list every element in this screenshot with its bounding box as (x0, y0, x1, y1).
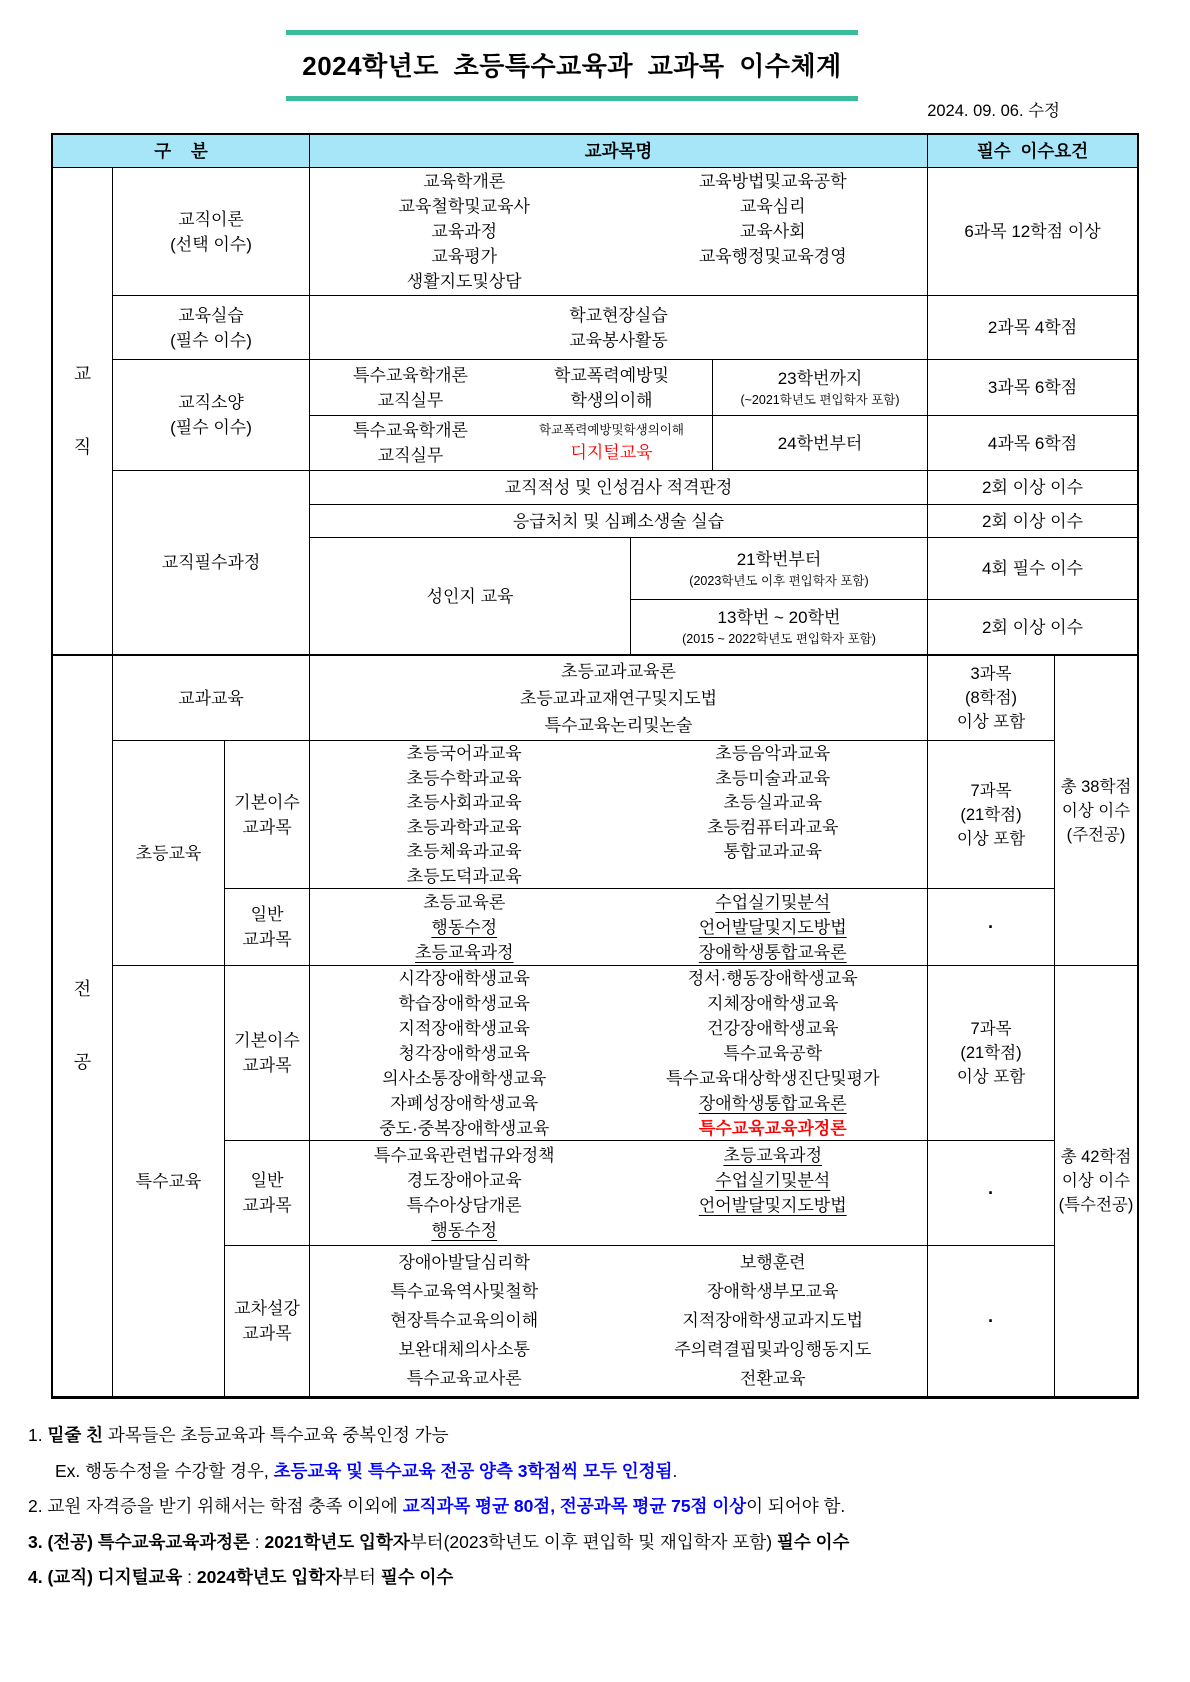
table-header-row (53, 135, 1137, 168)
soyang-label-sub: (필수 이수) (170, 418, 252, 437)
note-4-sep: : (182, 1567, 197, 1587)
course-required-red: 특수교육교육과정론 (698, 1119, 847, 1138)
cohort-sub: (2015 ~ 2022학년도 편입학자 포함) (682, 632, 876, 646)
course: 정서·행동장애학생교육 (687, 969, 858, 988)
elementary-basic-label: 기본이수 교과목 (225, 741, 310, 889)
special-basic-right (619, 966, 928, 1140)
revision-date: 2024. 09. 06. 수정 (927, 102, 1060, 120)
special-cross-courses (310, 1246, 928, 1396)
soyang-label-main: 교직소양 (178, 393, 244, 412)
cpr-requirement: 2회 이상 이수 (928, 505, 1137, 538)
elementary-general-courses (310, 889, 928, 966)
cpr-course: 응급처치 및 심폐소생술 실습 (310, 505, 928, 538)
soyang-body (310, 360, 1137, 471)
note-3-sep: : (249, 1531, 265, 1552)
jeongong-section-label: 전 공 (53, 656, 113, 1396)
required-course-label: 교직필수과정 (113, 471, 310, 656)
cohort-main: 23학번까지 (777, 368, 863, 388)
note-1-number: 1. (28, 1425, 48, 1445)
document-title-block (286, 30, 858, 101)
row-aptitude (310, 471, 1137, 505)
required-course-body (310, 471, 1137, 656)
special-general-requirement: · (928, 1141, 1055, 1246)
note-2 (28, 1489, 1168, 1525)
elementary-general-requirement: · (928, 889, 1055, 966)
special-body (225, 966, 1055, 1396)
special-basic-label: 기본이수 교과목 (225, 966, 310, 1141)
note-3-bold-1: 3. (전공) 특수교육교육과정론 (28, 1531, 250, 1552)
course-underlined: 언어발달및지도방법 (698, 918, 847, 937)
note-2-suffix: 이 되어야 함. (746, 1496, 846, 1516)
gender-edu-course: 성인지 교육 (310, 538, 631, 656)
section-gyojik (53, 168, 1137, 656)
special-general-label: 일반 교과목 (225, 1141, 310, 1246)
section-jeongong (53, 656, 1137, 1396)
note-3-text: 부터(2023학년도 이후 편입학 및 재입학자 포함) (409, 1531, 777, 1552)
special-basic-left: 시각장애학생교육 학습장애학생교육 지적장애학생교육 청각장애학생교육 의사소통장애학생교육 자폐성장애학생교육 중도·중복장애학생교육 (379, 969, 550, 1138)
elementary-general-label: 일반 교과목 (225, 889, 310, 966)
elementary-label: 초등교육 (113, 741, 225, 966)
soyang-label (113, 360, 310, 471)
note-4-bold-3: 필수 이수 (380, 1567, 454, 1587)
aptitude-course: 교직적성 및 인성검사 적격판정 (310, 471, 928, 505)
course: 특수교육공학 (723, 1044, 823, 1063)
soyang-24-courses-left: 특수교육학개론 교직실무 (353, 421, 468, 465)
subject-edu-courses: 초등교과교육론 초등교과교재연구및지도법 특수교육논리및논술 (310, 656, 928, 741)
soyang-24-cohort: 24학번부터 (713, 416, 928, 471)
practicum-label (113, 296, 310, 360)
course: 초등교육론 (423, 893, 506, 912)
gender-row-13-20 (631, 600, 1137, 656)
elementary-general-left (310, 889, 619, 965)
practicum-requirement: 2과목 4학점 (928, 296, 1137, 360)
row-required-course (113, 471, 1137, 656)
gender-13-20-cohort (631, 600, 928, 656)
soyang-24-requirement: 4과목 6학점 (928, 416, 1137, 471)
course-underlined: 장애학생통합교육론 (698, 943, 847, 962)
special-basic-requirement: 7과목 (21학점) 이상 포함 (928, 966, 1055, 1141)
course: 특수교육대상학생진단및평가 (666, 1069, 880, 1088)
course-underlined: 장애학생통합교육론 (698, 1094, 847, 1113)
note-4-bold-1: 4. (교직) 디지털교육 (28, 1567, 183, 1587)
note-example-prefix: Ex. 행동수정을 수강할 경우, (55, 1460, 274, 1481)
note-4-text: 부터 (342, 1567, 381, 1587)
special-label: 특수교육 (113, 966, 225, 1396)
soyang-24-courses (310, 416, 713, 471)
elementary-basic-left: 초등국어과교육 초등수학과교육 초등사회과교육 초등과학과교육 초등체육과교육 초등도덕과교육 (406, 744, 522, 886)
course-underlined: 수업실기및분석 (715, 1171, 831, 1190)
row-elementary (113, 741, 1055, 966)
row-practicum (113, 296, 1137, 360)
cohort-main: 21학번부터 (736, 549, 822, 569)
course-underlined: 행동수정 (431, 918, 498, 937)
row-gender-edu (310, 538, 1137, 656)
elementary-general-right (619, 889, 928, 965)
curriculum-table (51, 133, 1139, 1399)
gender-13-20-requirement: 2회 이상 이수 (928, 600, 1137, 656)
subject-edu-label: 교과교육 (113, 656, 310, 741)
note-1 (28, 1418, 1168, 1454)
soyang-23-cohort (713, 360, 928, 416)
row-special-cross (225, 1246, 1055, 1396)
gyojik-section-label: 교 직 (53, 168, 113, 656)
elementary-basic-requirement: 7과목 (21학점) 이상 포함 (928, 741, 1055, 889)
note-example (28, 1454, 1168, 1490)
practicum-courses: 학교현장실습 교육봉사활동 (310, 296, 928, 360)
soyang-23-courses-left: 특수교육학개론 교직실무 (353, 365, 468, 410)
soyang-23-courses-right: 학교폭력예방및 학생의이해 (554, 365, 669, 410)
gyojik-body (113, 168, 1137, 656)
row-elementary-basic (225, 741, 1055, 889)
jeongong-main (113, 656, 1055, 1396)
course-underlined: 수업실기및분석 (715, 893, 831, 912)
theory-requirement: 6과목 12학점 이상 (928, 168, 1137, 296)
soyang-23-courses (310, 360, 713, 416)
row-special (113, 966, 1055, 1396)
course-underlined: 초등교육과정 (414, 943, 514, 962)
special-general-courses (310, 1141, 928, 1246)
cohort-sub: (~2021학년도 편입학자 포함) (740, 392, 900, 407)
row-special-basic (225, 966, 1055, 1141)
gender-row-21 (631, 538, 1137, 600)
cohort-sub: (2023학년도 이후 편입학자 포함) (689, 573, 869, 588)
special-cross-left: 장애아발달심리학 특수교육역사및철학 현장특수교육의이해 보완대체의사소통 특수교육교사론 (390, 1253, 539, 1388)
theory-courses-left: 교육학개론 교육철학및교육사 교육과정 교육평가 생활지도및상담 (398, 172, 530, 291)
course: 특수아상담개론 (406, 1196, 522, 1215)
aptitude-requirement: 2회 이상 이수 (928, 471, 1137, 505)
course: 지체장애학생교육 (707, 994, 839, 1013)
elementary-basic-courses (310, 741, 928, 889)
footnotes (28, 1418, 1168, 1596)
note-4 (28, 1560, 1168, 1596)
note-3-bold-3: 필수 이수 (776, 1531, 850, 1552)
course: 건강장애학생교육 (707, 1019, 839, 1038)
practicum-label-main: 교육실습 (178, 305, 244, 325)
practicum-label-sub: (필수 이수) (170, 330, 252, 350)
theory-label (113, 168, 310, 296)
theory-label-main: 교직이론 (178, 209, 244, 229)
jeongong-body (113, 656, 1137, 1396)
note-2-highlight: 교직과목 평균 80점, 전공과목 평균 75점 이상 (402, 1496, 747, 1516)
special-cross-label: 교차설강 교과목 (225, 1246, 310, 1396)
course-underlined: 언어발달및지도방법 (698, 1196, 847, 1215)
gender-edu-body (631, 538, 1137, 656)
row-cpr (310, 505, 1137, 538)
note-example-highlight: 초등교육 및 특수교육 전공 양측 3학점씩 모두 인정됨 (273, 1460, 673, 1481)
note-1-text: 과목들은 초등교육과 특수교육 중복인정 가능 (103, 1425, 449, 1445)
header-course-name: 교과목명 (310, 135, 928, 168)
row-subject-edu (113, 656, 1055, 741)
elementary-body (225, 741, 1055, 966)
theory-courses-right: 교육방법및교육공학 교육심리 교육사회 교육행정및교육경영 (698, 172, 847, 266)
special-basic-courses (310, 966, 928, 1141)
header-requirement: 필수 이수요건 (928, 135, 1137, 168)
gender-21-cohort (631, 538, 928, 600)
elementary-basic-right: 초등음악과교육 초등미술과교육 초등실과교육 초등컴퓨터과교육 통합교과교육 (707, 744, 839, 861)
row-elementary-general (225, 889, 1055, 966)
course: 경도장애아교육 (406, 1171, 522, 1190)
course: 특수교육관련법규와정책 (373, 1146, 555, 1165)
note-3-bold-2: 2021학년도 입학자 (264, 1531, 410, 1552)
special-cross-requirement: · (928, 1246, 1055, 1396)
row-theory (113, 168, 1137, 296)
elementary-total-credits: 총 38학점 이상 이수 (주전공) (1055, 656, 1137, 966)
special-total-credits: 총 42학점 이상 이수 (특수전공) (1058, 1148, 1134, 1214)
note-1-bold: 밑줄 친 (47, 1425, 104, 1445)
row-special-general (225, 1141, 1055, 1246)
subject-edu-requirement: 3과목 (8학점) 이상 포함 (928, 656, 1055, 741)
header-category: 구 분 (53, 135, 310, 168)
soyang-24-course-small: 학교폭력예방및학생의이해 (539, 423, 684, 437)
special-cross-right: 보행훈련 장애학생부모교육 지적장애학생교과지도법 주의력결핍및과잉행동지도 전환교육 (674, 1253, 872, 1388)
gender-21-requirement: 4회 필수 이수 (928, 538, 1137, 600)
theory-courses (310, 168, 928, 296)
special-general-right (619, 1141, 928, 1245)
course-underlined: 행동수정 (431, 1221, 498, 1240)
theory-label-sub: (선택 이수) (170, 234, 252, 254)
note-example-suffix: . (672, 1460, 678, 1481)
page-title: 2024학년도 초등특수교육과 교과목 이수체계 (302, 51, 842, 81)
soyang-23-requirement: 3과목 6학점 (928, 360, 1137, 416)
note-2-prefix: 2. 교원 자격증을 받기 위해서는 학점 충족 이외에 (28, 1496, 403, 1516)
soyang-row-24 (310, 416, 1137, 471)
soyang-24-courses-right (511, 416, 712, 470)
totals-column (1055, 656, 1137, 1396)
cohort-main: 13학번 ~ 20학번 (717, 608, 841, 627)
special-general-left (310, 1141, 619, 1245)
row-soyang (113, 360, 1137, 471)
note-4-bold-2: 2024학년도 입학자 (196, 1567, 343, 1587)
note-3 (28, 1525, 1168, 1561)
soyang-row-23 (310, 360, 1137, 416)
soyang-24-course-digital: 디지털교육 (570, 443, 653, 462)
course-underlined: 초등교육과정 (723, 1146, 823, 1165)
